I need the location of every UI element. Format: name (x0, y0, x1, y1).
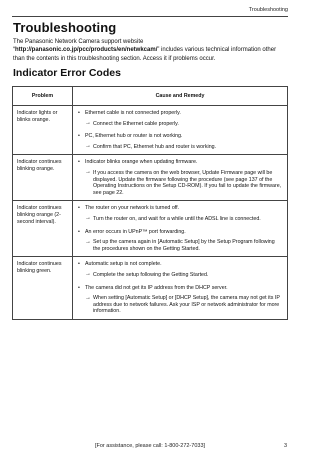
cause-text: Indicator blinks orange when updating firmware. (85, 159, 198, 166)
support-url: http://panasonic.co.jp/pcc/products/en/netwkcam/ (15, 47, 158, 54)
right-arrow-icon: → (85, 238, 91, 245)
remedy (85, 170, 283, 196)
intro-paragraph (13, 38, 285, 63)
cause-remedy-cell (73, 201, 288, 257)
page-number: 3 (283, 443, 287, 449)
cause-remedy-cell (73, 106, 288, 155)
cause-item (77, 285, 283, 315)
remedy-text: If you access the camera on the web browser, Update Firmware page will be displayed. Update the firmware following the procedure (see page 137 of the Operating Instructions on the Setup CD-ROM). If you fail to update the firmware, see page 22. (93, 169, 282, 196)
problem-cell: Indicator continues blinking green. (13, 257, 73, 320)
cause-item (77, 205, 283, 222)
page-title: Troubleshooting (13, 20, 117, 35)
problem-cell: Indicator continues blinking orange (2-second interval). (13, 201, 73, 257)
remedy (85, 121, 283, 128)
cause-column-header: Cause and Remedy (73, 87, 288, 106)
cause-item (77, 159, 283, 196)
table-row (13, 106, 288, 155)
right-arrow-icon: → (85, 215, 91, 222)
right-arrow-icon: → (85, 143, 91, 150)
table-row (13, 155, 288, 201)
cause-remedy-cell (73, 257, 288, 320)
table-row (13, 257, 288, 320)
table-row (13, 201, 288, 257)
right-arrow-icon: → (85, 169, 91, 176)
problem-cell: Indicator continues blinking orange. (13, 155, 73, 201)
bullet-icon: • (78, 205, 80, 212)
header-rule (12, 16, 288, 17)
cause-text: The camera did not get its IP address from the DHCP server. (85, 284, 228, 291)
bullet-icon: • (78, 133, 80, 140)
cause-remedy-cell (73, 155, 288, 201)
section-title: Indicator Error Codes (13, 67, 121, 79)
remedy-text: Confirm that PC, Ethernet hub and router is working. (93, 143, 217, 150)
cause-text: PC, Ethernet hub or router is not working. (85, 133, 183, 140)
cause-text: Automatic setup is not complete. (85, 261, 162, 268)
intro-text-after: ” includes various technical information other than the contents in this troubleshooting section. Access it if problems occur. (13, 47, 277, 62)
running-header: Troubleshooting (248, 7, 288, 13)
bullet-icon: • (78, 159, 80, 166)
problem-column-header: Problem (13, 87, 73, 106)
remedy (85, 216, 283, 223)
remedy (85, 295, 283, 315)
cause-text: An error occurs in UPnP™ port forwarding. (85, 228, 186, 235)
intro-text-before: The Panasonic Network Camera support website “ (13, 39, 144, 54)
bullet-icon: • (78, 110, 80, 116)
bullet-icon: • (78, 261, 80, 268)
cause-text: Ethernet cable is not connected properly. (85, 110, 181, 116)
remedy-text: Complete the setup following the Getting Started. (93, 271, 209, 278)
remedy-text: Connect the Ethernet cable properly. (93, 120, 179, 127)
cause-item (77, 229, 283, 253)
remedy (85, 272, 283, 279)
right-arrow-icon: → (85, 294, 91, 301)
cause-text: The router on your network is turned off. (85, 205, 180, 212)
right-arrow-icon: → (85, 120, 91, 127)
bullet-icon: • (78, 284, 80, 291)
assistance-footer: [For assistance, please call: 1-800-272-7033] (94, 443, 206, 449)
indicator-error-table (12, 86, 288, 320)
right-arrow-icon: → (85, 271, 91, 278)
cause-item (77, 133, 283, 150)
cause-item (77, 261, 283, 278)
remedy-text: When setting [Automatic Setup] or [DHCP Setup], the camera may not get its IP address due to network failures. Ask your ISP or network administrator for more information. (93, 295, 280, 315)
problem-cell: Indicator lights or blinks orange. (13, 106, 73, 155)
cause-item (77, 110, 283, 127)
table-header-row (13, 87, 288, 106)
remedy-text: Set up the camera again in [Automatic Setup] by the Setup Program following the procedures shown on the Getting Started. (93, 239, 275, 252)
bullet-icon: • (78, 228, 80, 235)
remedy-text: Turn the router on, and wait for a while until the ADSL line is connected. (93, 215, 261, 222)
remedy (85, 144, 283, 151)
remedy (85, 239, 283, 252)
table-body (13, 106, 288, 320)
